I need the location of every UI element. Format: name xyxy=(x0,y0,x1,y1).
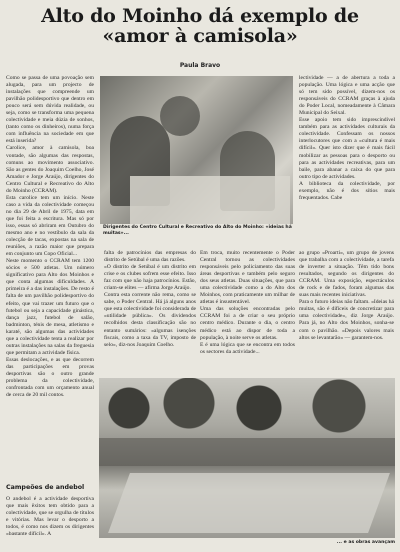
byline: Paula Bravo xyxy=(179,62,221,69)
article-column-3: Em troca, muito recentemente o Poder Central tornou as colectividades responsáveis pelo policiamento das suas áreas desportivas e também pelo seguro dos seus atletas. Duas situações, que para uma colectividade como a do Alto dos Moinhos, com praticamente um milhar de atletas é insustentável. Uma das soluções encontradas pelo CCRAM foi a de criar o seu próprio centro médico. Durante o dia, o centro médico está ao dispor de toda a população, à noite serve os atletas. E é uma lógica que se encontra em todos os sectores da actividade... xyxy=(200,250,295,355)
headline: Alto do Moinho dá exemplo de «amor à camisola» xyxy=(41,5,359,47)
article-column-2: falta de patrocínios das empresas do distrito de Setúbal é uma das razões. «O distrito de Setúbal é um distrito em crise e os clubes sofrem esse efeito. Isso faz com que não haja patrocínios. Estão, criam-se elites — afirma Jorge Araújo. Contra esta corrente não rema, como se sabe, o Poder Central. Há já alguns anos que esta colectividade foi considerada de «utilidade pública». Os dividendos recolhidos desta classificação são no entanto sumários: «algumas isenções fiscais, como a taxa da TV, imposto de selo», diz-nos Joaquim Coelho. xyxy=(104,250,196,348)
photo-caption-directors: Dirigentes do Centro Cultural e Recreativo do Alto do Moinho: «ideias há muitas»... xyxy=(103,225,292,236)
photo-directors xyxy=(100,76,293,224)
article-column-1-continued: O andebol é a actividade desportiva que mais êxitos tem obtido para a colectividade, que se orgulha de títulos e vitórias. Mas levar o desporto a todos, é como nos dizem os dirigentes «bastante difícil». A xyxy=(6,496,94,538)
section-subheading: Campeões de andebol xyxy=(6,484,85,491)
article-column-4-bottom: ao grupo «Proarti», um grupo de jovens que trabalha com a colectividade, a tarefa de inverter a situação. Têm tido bons resultados, segundo os dirigentes do CCRAM. Uma exposição, espectáculos de rock e de fados, foram algumas das suas mais recentes iniciativas. Para o futuro ideias não faltam. «Ideias há muitas, são é difíceis de concretizar para uma colectividade», diz Jorge Araújo. Para já, no Alto dos Moinhos, sonha-se com o pavilhão. «Depois valores mais altos se levantarão» — garantem-nos. xyxy=(299,250,394,341)
article-column-1: Como se passa de uma povoação sem alugada, para um projecto de instalações que compreende um pavilhão polidesportivo que dentro em pouco será sem dúvida realidade, ou seja, como se transforma uma pequena colectividade e meia dúzia de sonhos, (tanto como os dinheiros), numa força com influência na sociedade em que está inserida? Carolice, amor à camisola, boa vontade, são algumas das respostas, comuns ao movimento associativo. São as gentes do Joaquim Coelho, José Amador e Jorge Araújo, dirigentes do Centro Cultural e Recreativo do Alto do Moinho (CCRAM). Esta carolice tem um início. Neste caso a vida da colectividade começou no dia 29 de Abril de 1975, data em que foi feita a escritura. Mas só por isso, essas só abriram em Outubro do mesmo ano e no vestíbulo da sala da colecção de tacas, expostas na sala de reuniões, a razão maior que prepara em conjunto um Copo Oficial... Neste momento o CCRAM tem 1200 sócios e 500 atletas. Um número significativo para Alto dos Moinhos e que conta algumas dificuldades. A primeira é a das instalações. De resto é falta de um pavilhão polidesportivo do efeito, que vai trazer um futuro que o futebol ou seja a capacidade ginástica, dança jazz, futebol de salão, badminton, ténis de mesa, atletismo e karaté, são algumas das actividades que a colectividade tenta a realizar por outras instalações na salas da freguesia que permitam a actividade física. Essas deslocações, e as que decorrem das participações em provas desportivas são o outro grande problema da colectividade, confrontada com um orçamento anual de cerca de 20 mil contos. xyxy=(6,75,94,399)
photo-caption-construction: ... e as obras avançam xyxy=(336,540,395,545)
photo-construction xyxy=(99,378,395,538)
article-column-4-top: lectividade — a de abertura a toda a população. Uma lógica e uma acção que só tem sido possível, dizem-nos os responsáveis do CCRAM graças à ajuda do Poder Local, nomeadamente à Câmara Municipal do Seixal. Esse apoio tem sido imprescindível também para as actividades culturais da colectividade. Confessam os nossos interlocutores que com a «cultura é mais difícil». Quer isto dizer que é mais fácil mobilizar as pessoas para o desporto ou para as actividades recreativas, para um baile, para abanar a caixa do que para outro tipo de actividades. A biblioteca da colectividade, por exemplo, não é dos sítios mais frequentados. Cabe xyxy=(299,75,395,201)
